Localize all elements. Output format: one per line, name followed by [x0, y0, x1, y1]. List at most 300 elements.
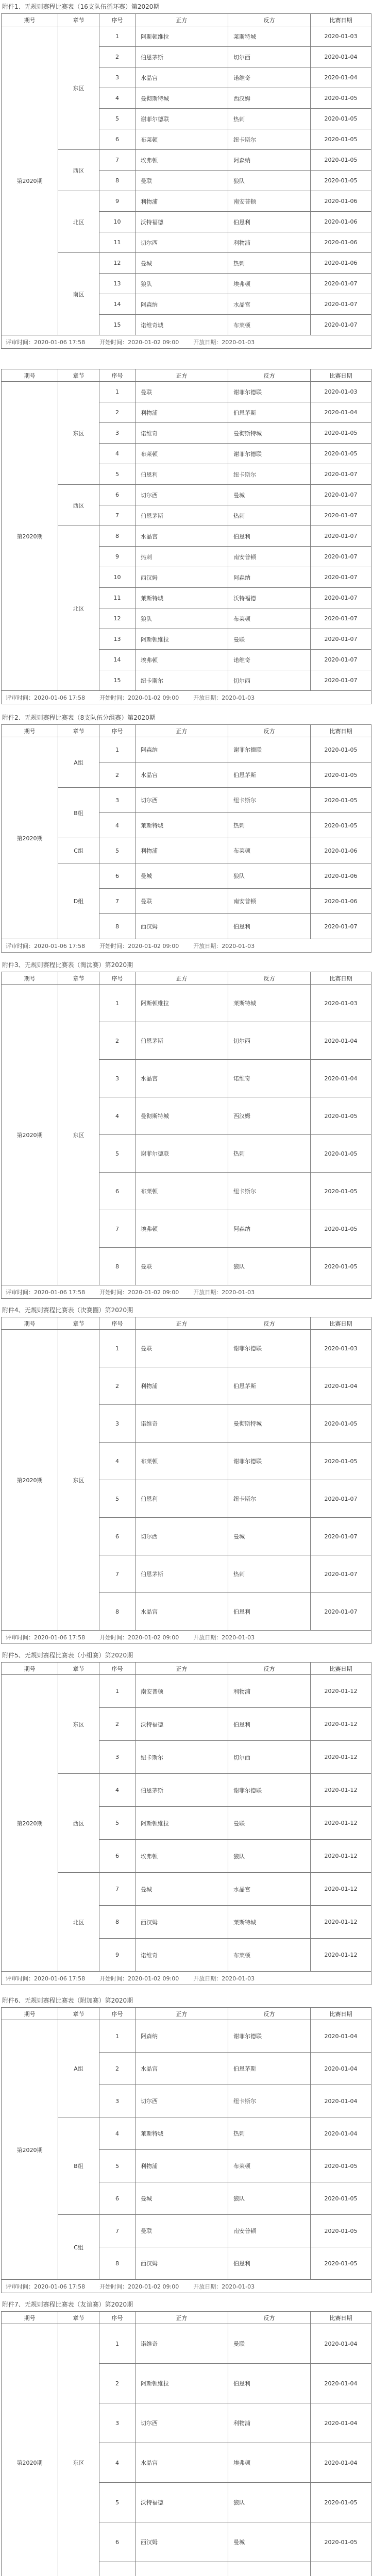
team-a-cell: 伯恩茅斯	[136, 1022, 228, 1060]
team-b-cell: 纽卡斯尔	[228, 464, 311, 485]
team-a-cell: 莱斯特城	[136, 588, 228, 608]
team-a-cell: 曼城	[136, 253, 228, 274]
row-number: 4	[99, 2117, 136, 2150]
column-header-b: 反方	[228, 369, 311, 382]
team-b-cell: 狼队	[228, 171, 311, 191]
match-date-cell: 2020-01-04	[311, 1022, 371, 1060]
team-a-cell: 纽卡斯尔	[136, 1741, 228, 1774]
column-header-no: 序号	[99, 14, 136, 26]
match-date-cell: 2020-01-07	[311, 650, 371, 670]
subgroup-cell: 东区	[58, 26, 99, 150]
row-number: 8	[99, 1248, 136, 1285]
team-a-cell: 狼队	[136, 274, 228, 294]
team-a-cell: 利物浦	[136, 191, 228, 212]
subgroup-cell: D组	[58, 863, 99, 939]
team-b-cell: 诺维奇	[228, 67, 311, 88]
match-date-cell: 2020-01-04	[311, 2117, 371, 2150]
match-date-cell: 2020-01-05	[311, 1248, 371, 1285]
team-b-cell: 伯恩利	[228, 526, 311, 547]
team-b-cell: 埃弗顿	[228, 2443, 311, 2483]
column-header-b: 反方	[228, 2312, 311, 2324]
column-header-b: 反方	[228, 1317, 311, 1330]
subgroup-cell: 东区	[58, 1675, 99, 1774]
match-date-cell: 2020-01-06	[311, 889, 371, 914]
team-a-cell: 曼城	[136, 863, 228, 889]
row-number: 8	[99, 914, 136, 939]
team-b-cell: 埃弗顿	[228, 274, 311, 294]
row-number: 13	[99, 274, 136, 294]
footer-sign-text: 评审时间：2020-01-06 17:58	[6, 338, 86, 346]
row-number: 7	[99, 505, 136, 526]
row-number: 9	[99, 191, 136, 212]
team-a-cell: 诺维奇	[136, 2324, 228, 2364]
row-number: 15	[99, 670, 136, 691]
row-number: 6	[99, 2182, 136, 2215]
row-number: 1	[99, 26, 136, 47]
row-number: 2	[99, 47, 136, 67]
row-number: 10	[99, 567, 136, 588]
match-date-cell: 2020-01-12	[311, 1873, 371, 1906]
team-a-cell: 利物浦	[136, 402, 228, 423]
section-caption: 附件5、无规则赛程比赛表（小组赛）第2020期	[2, 1652, 133, 1659]
match-date-cell: 2020-01-07	[311, 1555, 371, 1593]
match-date-cell: 2020-01-05	[311, 423, 371, 444]
match-date-cell: 2020-01-05	[311, 1097, 371, 1135]
team-a-cell: 水晶宫	[136, 67, 228, 88]
column-header-b: 反方	[228, 725, 311, 737]
team-b-cell: 切尔西	[228, 47, 311, 67]
row-number: 7	[99, 150, 136, 171]
row-number: 6	[99, 129, 136, 150]
team-a-cell: 切尔西	[136, 232, 228, 253]
row-number: 3	[99, 67, 136, 88]
footer-start-text: 开始时间：2020-01-02 09:00	[99, 2283, 179, 2290]
column-header-subgroup: 章节	[58, 1663, 99, 1675]
match-date-cell: 2020-01-04	[311, 2085, 371, 2117]
match-date-cell: 2020-01-04	[311, 2324, 371, 2364]
match-date-cell: 2020-01-07	[311, 1518, 371, 1555]
table-row	[2, 1330, 371, 1367]
schedule-table	[1, 972, 371, 1299]
column-header-group: 期号	[2, 369, 58, 382]
team-b-cell: 热刺	[228, 1135, 311, 1173]
team-b-cell	[228, 2562, 311, 2576]
match-date-cell: 2020-01-05	[311, 1173, 371, 1210]
match-date-cell: 2020-01-07	[311, 485, 371, 505]
team-a-cell: 阿森纳	[136, 2020, 228, 2053]
match-date-cell: 2020-01-05	[311, 444, 371, 464]
match-date-cell: 2020-01-07	[311, 315, 371, 335]
row-number: 6	[99, 1840, 136, 1873]
team-a-cell: 阿斯顿维拉	[136, 26, 228, 47]
row-number: 2	[99, 402, 136, 423]
table-footer-row	[2, 939, 371, 953]
team-b-cell: 西汉姆	[228, 1097, 311, 1135]
match-date-cell: 2020-01-05	[311, 1443, 371, 1480]
column-header-group: 期号	[2, 1317, 58, 1330]
row-number: 4	[99, 1097, 136, 1135]
schedule-table	[1, 2311, 371, 2576]
match-date-cell: 2020-01-06	[311, 863, 371, 889]
team-a-cell: 西汉姆	[136, 914, 228, 939]
team-b-cell: 诺维奇	[228, 650, 311, 670]
match-date-cell: 2020-01-03	[311, 26, 371, 47]
footer-start-text: 开始时间：2020-01-02 09:00	[99, 338, 179, 346]
column-header-group: 期号	[2, 725, 58, 737]
row-number: 5	[99, 2483, 136, 2522]
match-date-cell: 2020-01-04	[311, 2020, 371, 2053]
footer-start-text: 开始时间：2020-01-02 09:00	[99, 1289, 179, 1296]
team-a-cell: 利物浦	[136, 1367, 228, 1405]
match-date-cell: 2020-01-05	[311, 2247, 371, 2280]
section-caption: 附件2、无规则赛程比赛表（8支队伍分组赛）第2020期	[2, 714, 156, 721]
team-a-cell: 埃弗顿	[136, 1840, 228, 1873]
team-a-cell: 埃弗顿	[136, 1210, 228, 1248]
table-header-row	[2, 2008, 371, 2020]
team-a-cell: 西汉姆	[136, 2522, 228, 2562]
match-date-cell: 2020-01-07	[311, 1593, 371, 1631]
match-date-cell: 2020-01-07	[311, 1480, 371, 1518]
group-cell: 第2020期	[2, 26, 58, 335]
row-number: 1	[99, 1675, 136, 1708]
team-a-cell: 曼联	[136, 889, 228, 914]
team-a-cell: 利物浦	[136, 2150, 228, 2182]
footer-end-text: 开放日期：2020-01-03	[193, 338, 255, 346]
column-header-no: 序号	[99, 972, 136, 985]
subgroup-cell: 东区	[58, 2324, 99, 2576]
subgroup-cell: 东区	[58, 1330, 99, 1631]
team-b-cell: 伯恩茅斯	[228, 762, 311, 788]
table-row	[2, 737, 371, 762]
match-date-cell: 2020-01-04	[311, 2403, 371, 2443]
footer-cell	[2, 1631, 371, 1644]
column-header-a: 正方	[136, 2008, 228, 2020]
team-b-cell: 切尔西	[228, 670, 311, 691]
team-a-cell: 水晶宫	[136, 2053, 228, 2085]
column-header-group: 期号	[2, 2008, 58, 2020]
team-b-cell: 狼队	[228, 1248, 311, 1285]
column-header-b: 反方	[228, 972, 311, 985]
row-number: 8	[99, 1906, 136, 1939]
match-date-cell: 2020-01-07	[311, 526, 371, 547]
table-row	[2, 985, 371, 1022]
team-b-cell: 伯恩利	[228, 1593, 311, 1631]
section-caption: 附件7、无规则赛程比赛表（友谊赛）第2020期	[2, 2301, 133, 2308]
team-b-cell: 狼队	[228, 1840, 311, 1873]
row-number: 7	[99, 1873, 136, 1906]
team-b-cell: 曼城	[228, 485, 311, 505]
table-row	[2, 26, 371, 47]
team-a-cell: 水晶宫	[136, 2443, 228, 2483]
row-number: 2	[99, 1708, 136, 1741]
row-number: 4	[99, 1443, 136, 1480]
schedule-section	[0, 0, 372, 349]
row-number: 1	[99, 2020, 136, 2053]
column-header-date: 比赛日期	[311, 2312, 371, 2324]
footer-start-text: 开始时间：2020-01-02 09:00	[99, 942, 179, 950]
row-number: 8	[99, 2247, 136, 2280]
subgroup-cell: 北区	[58, 1873, 99, 1972]
team-a-cell: 阿斯顿维拉	[136, 2364, 228, 2403]
row-number	[99, 2562, 136, 2576]
schedule-table	[1, 1317, 371, 1644]
team-a-cell: 水晶宫	[136, 1593, 228, 1631]
footer-cell	[2, 939, 371, 953]
footer-cell	[2, 1972, 371, 1985]
team-b-cell: 水晶宫	[228, 294, 311, 315]
team-b-cell: 南安普顿	[228, 191, 311, 212]
footer-cell	[2, 691, 371, 704]
team-a-cell: 伯恩利	[136, 464, 228, 485]
match-date-cell: 2020-01-07	[311, 914, 371, 939]
match-date-cell: 2020-01-03	[311, 382, 371, 402]
match-date-cell: 2020-01-04	[311, 2443, 371, 2483]
team-a-cell: 曼联	[136, 2215, 228, 2247]
subgroup-cell: 南区	[58, 253, 99, 335]
column-header-subgroup: 章节	[58, 1317, 99, 1330]
team-b-cell: 纽卡斯尔	[228, 129, 311, 150]
match-date-cell: 2020-01-04	[311, 1060, 371, 1097]
team-b-cell: 热刺	[228, 2117, 311, 2150]
row-number: 4	[99, 444, 136, 464]
team-a-cell: 切尔西	[136, 2085, 228, 2117]
team-b-cell: 南安普顿	[228, 547, 311, 567]
row-number: 2	[99, 1367, 136, 1405]
section-caption: 附件6、无规则赛程比赛表（附加赛）第2020期	[2, 1997, 133, 2004]
table-header-row	[2, 369, 371, 382]
group-cell: 第2020期	[2, 2324, 58, 2576]
column-header-b: 反方	[228, 1663, 311, 1675]
column-header-a: 正方	[136, 2312, 228, 2324]
team-a-cell: 布莱顿	[136, 129, 228, 150]
row-number: 1	[99, 2324, 136, 2364]
subgroup-cell: 北区	[58, 191, 99, 253]
row-number: 8	[99, 526, 136, 547]
team-a-cell: 切尔西	[136, 485, 228, 505]
team-a-cell: 谢菲尔德联	[136, 1135, 228, 1173]
row-number: 6	[99, 1173, 136, 1210]
team-a-cell: 沃特福德	[136, 2483, 228, 2522]
schedule-table	[1, 2007, 371, 2293]
column-header-a: 正方	[136, 369, 228, 382]
column-header-subgroup: 章节	[58, 14, 99, 26]
team-b-cell: 沃特福德	[228, 588, 311, 608]
subgroup-cell: C组	[58, 838, 99, 863]
team-a-cell: 切尔西	[136, 2403, 228, 2443]
subgroup-cell: 东区	[58, 382, 99, 485]
row-number: 3	[99, 423, 136, 444]
team-b-cell: 谢菲尔德联	[228, 1774, 311, 1807]
team-a-cell: 埃弗顿	[136, 150, 228, 171]
row-number: 5	[99, 464, 136, 485]
team-b-cell: 切尔西	[228, 1741, 311, 1774]
team-b-cell: 曼联	[228, 629, 311, 650]
column-header-no: 序号	[99, 369, 136, 382]
match-date-cell: 2020-01-12	[311, 1741, 371, 1774]
column-header-a: 正方	[136, 972, 228, 985]
subgroup-cell: B组	[58, 788, 99, 838]
row-number: 12	[99, 253, 136, 274]
subgroup-cell: 西区	[58, 150, 99, 191]
column-header-date: 比赛日期	[311, 1663, 371, 1675]
match-date-cell: 2020-01-05	[311, 171, 371, 191]
schedule-table	[1, 724, 371, 953]
team-a-cell: 纽卡斯尔	[136, 670, 228, 691]
row-number: 12	[99, 608, 136, 629]
column-header-no: 序号	[99, 1317, 136, 1330]
column-header-subgroup: 章节	[58, 369, 99, 382]
team-b-cell: 布莱顿	[228, 838, 311, 863]
row-number: 5	[99, 1135, 136, 1173]
team-a-cell: 西汉姆	[136, 567, 228, 588]
team-a-cell: 沃特福德	[136, 212, 228, 232]
match-date-cell: 2020-01-06	[311, 253, 371, 274]
team-b-cell: 伯恩茅斯	[228, 1367, 311, 1405]
row-number: 3	[99, 788, 136, 813]
team-a-cell: 诺维奇	[136, 423, 228, 444]
match-date-cell: 2020-01-05	[311, 1135, 371, 1173]
team-a-cell: 布莱顿	[136, 1443, 228, 1480]
team-b-cell: 利物浦	[228, 2403, 311, 2443]
team-a-cell	[136, 2562, 228, 2576]
match-date-cell: 2020-01-05	[311, 88, 371, 109]
row-number: 6	[99, 485, 136, 505]
table-header-row	[2, 1317, 371, 1330]
team-a-cell: 伯恩茅斯	[136, 1774, 228, 1807]
team-a-cell: 西汉姆	[136, 2247, 228, 2280]
team-a-cell: 热刺	[136, 547, 228, 567]
team-b-cell: 狼队	[228, 2182, 311, 2215]
row-number: 7	[99, 1555, 136, 1593]
schedule-section	[0, 1994, 372, 2293]
team-a-cell: 曼联	[136, 171, 228, 191]
row-number: 11	[99, 232, 136, 253]
team-a-cell: 水晶宫	[136, 762, 228, 788]
team-b-cell: 曼彻斯特城	[228, 423, 311, 444]
team-a-cell: 伯恩利	[136, 1480, 228, 1518]
match-date-cell: 2020-01-05	[311, 1210, 371, 1248]
schedule-section	[0, 1649, 372, 1985]
team-a-cell: 阿斯顿维拉	[136, 985, 228, 1022]
section-caption: 附件1、无规则赛程比赛表（16支队伍循环赛）第2020期	[2, 3, 160, 10]
team-b-cell: 莱斯特城	[228, 1906, 311, 1939]
footer-sign-text: 评审时间：2020-01-06 17:58	[6, 1634, 86, 1641]
row-number: 2	[99, 2053, 136, 2085]
row-number: 14	[99, 650, 136, 670]
match-date-cell: 2020-01-05	[311, 2483, 371, 2522]
team-b-cell: 伯恩茅斯	[228, 2053, 311, 2085]
team-a-cell: 莱斯特城	[136, 2117, 228, 2150]
schedule-section	[0, 355, 372, 704]
column-header-group: 期号	[2, 1663, 58, 1675]
column-header-subgroup: 章节	[58, 725, 99, 737]
column-header-date: 比赛日期	[311, 14, 371, 26]
row-number: 3	[99, 2403, 136, 2443]
match-date-cell: 2020-01-04	[311, 1367, 371, 1405]
match-date-cell: 2020-01-04	[311, 47, 371, 67]
team-b-cell: 热刺	[228, 505, 311, 526]
match-date-cell: 2020-01-05	[311, 129, 371, 150]
team-b-cell: 曼城	[228, 1518, 311, 1555]
schedule-section	[0, 1303, 372, 1644]
row-number: 2	[99, 2364, 136, 2403]
row-number: 4	[99, 2443, 136, 2483]
column-header-no: 序号	[99, 1663, 136, 1675]
footer-sign-text: 评审时间：2020-01-06 17:58	[6, 2283, 86, 2290]
table-header-row	[2, 1663, 371, 1675]
footer-start-text: 开始时间：2020-01-02 09:00	[99, 1975, 179, 1982]
match-date-cell: 2020-01-12	[311, 1708, 371, 1741]
team-a-cell: 水晶宫	[136, 526, 228, 547]
team-a-cell: 沃特福德	[136, 1708, 228, 1741]
team-a-cell: 曼彻斯特城	[136, 1097, 228, 1135]
row-number: 7	[99, 889, 136, 914]
team-b-cell: 南安普顿	[228, 889, 311, 914]
team-b-cell: 热刺	[228, 1555, 311, 1593]
subgroup-cell: A组	[58, 2020, 99, 2117]
row-number: 13	[99, 629, 136, 650]
team-a-cell: 利物浦	[136, 838, 228, 863]
schedule-section	[0, 711, 372, 953]
table-row	[2, 1675, 371, 1708]
footer-end-text: 开放日期：2020-01-03	[193, 1634, 255, 1641]
team-b-cell: 伯恩利	[228, 2247, 311, 2280]
row-number: 4	[99, 813, 136, 838]
row-number: 6	[99, 2522, 136, 2562]
table-footer-row	[2, 691, 371, 704]
team-a-cell: 水晶宫	[136, 1060, 228, 1097]
team-a-cell: 狼队	[136, 608, 228, 629]
table-footer-row	[2, 1285, 371, 1299]
section-caption	[0, 355, 372, 369]
column-header-group: 期号	[2, 972, 58, 985]
team-b-cell: 诺维奇	[228, 1060, 311, 1097]
team-a-cell: 诺维奇	[136, 1939, 228, 1972]
match-date-cell: 2020-01-05	[311, 2182, 371, 2215]
table-header-row	[2, 14, 371, 26]
table-footer-row	[2, 1631, 371, 1644]
group-cell: 第2020期	[2, 1675, 58, 1972]
team-b-cell: 纽卡斯尔	[228, 1173, 311, 1210]
match-date-cell: 2020-01-05	[311, 2522, 371, 2562]
table-header-row	[2, 725, 371, 737]
team-b-cell: 布莱顿	[228, 608, 311, 629]
footer-end-text: 开放日期：2020-01-03	[193, 942, 255, 950]
match-date-cell: 2020-01-05	[311, 762, 371, 788]
footer-sign-text: 评审时间：2020-01-06 17:58	[6, 942, 86, 950]
footer-start-text: 开始时间：2020-01-02 09:00	[99, 694, 179, 701]
footer-sign-text: 评审时间：2020-01-06 17:58	[6, 1289, 86, 1296]
subgroup-cell: A组	[58, 737, 99, 788]
team-a-cell: 切尔西	[136, 1518, 228, 1555]
team-b-cell: 伯恩茅斯	[228, 402, 311, 423]
group-cell: 第2020期	[2, 737, 58, 939]
row-number: 2	[99, 762, 136, 788]
column-header-a: 正方	[136, 1663, 228, 1675]
team-b-cell: 谢菲尔德联	[228, 1330, 311, 1367]
team-a-cell: 阿森纳	[136, 294, 228, 315]
team-a-cell: 诺维奇	[136, 1405, 228, 1443]
column-header-a: 正方	[136, 14, 228, 26]
team-a-cell: 布莱顿	[136, 1173, 228, 1210]
match-date-cell: 2020-01-03	[311, 985, 371, 1022]
table-footer-row	[2, 2280, 371, 2293]
subgroup-cell: B组	[58, 2117, 99, 2215]
row-number: 6	[99, 1518, 136, 1555]
column-header-no: 序号	[99, 2008, 136, 2020]
team-b-cell: 谢菲尔德联	[228, 2020, 311, 2053]
column-header-subgroup: 章节	[58, 2008, 99, 2020]
